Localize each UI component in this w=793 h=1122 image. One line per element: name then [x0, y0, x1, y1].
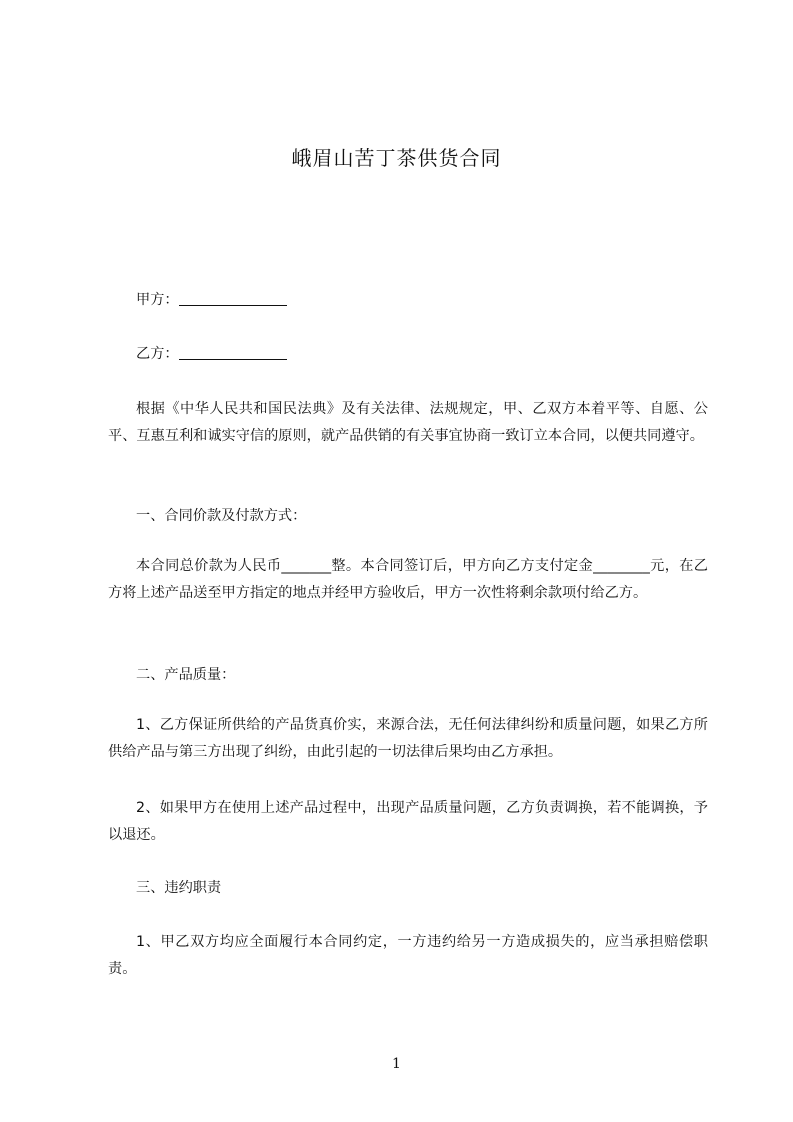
section2-item2: 2、如果甲方在使用上述产品过程中，出现产品质量问题，乙方负责调换，若不能调换，予以退还。: [108, 800, 708, 843]
section3-item1: 1、甲乙双方均应全面履行本合同约定，一方违约给另一方造成损失的，应当承担赔偿职责。: [108, 934, 708, 977]
section2-item1: 1、乙方保证所供给的产品货真价实，来源合法，无任何法律纠纷和质量问题，如果乙方所供给产品与第三方出现了纠纷，由此引起的一切法律后果均由乙方承担。: [108, 717, 708, 760]
party-a-line: [108, 290, 708, 310]
section1-paragraph: 本合同总价款为人民币_______整。本合同签订后，甲方向乙方支付定金________元，在乙方将上述产品送至甲方指定的地点并经甲方验收后，甲方一次性将剩余款项付给乙方。: [108, 558, 708, 601]
page-number: 1: [392, 1056, 401, 1072]
party-b-blank: [179, 345, 287, 360]
section2-heading-line: [108, 665, 708, 685]
party-a-label: 甲方：: [136, 292, 179, 308]
section3-heading: 三、违约职责: [136, 880, 222, 896]
section3-heading-line: [108, 878, 708, 898]
party-a-blank: [179, 291, 287, 306]
section1-heading-line: [108, 506, 708, 526]
party-b-label: 乙方：: [136, 346, 179, 362]
section1-heading: 一、合同价款及付款方式：: [136, 508, 307, 524]
document-title: 峨眉山苦丁茶供货合同: [291, 146, 502, 170]
intro-paragraph: 根据《中华人民共和国民法典》及有关法律、法规规定，甲、乙双方本着平等、自愿、公平、互惠互利和诚实守信的原则，就产品供销的有关事宜协商一致订立本合同，以便共同遵守。: [108, 401, 708, 444]
party-b-line: [108, 344, 708, 364]
section2-heading: 二、产品质量：: [136, 667, 236, 683]
